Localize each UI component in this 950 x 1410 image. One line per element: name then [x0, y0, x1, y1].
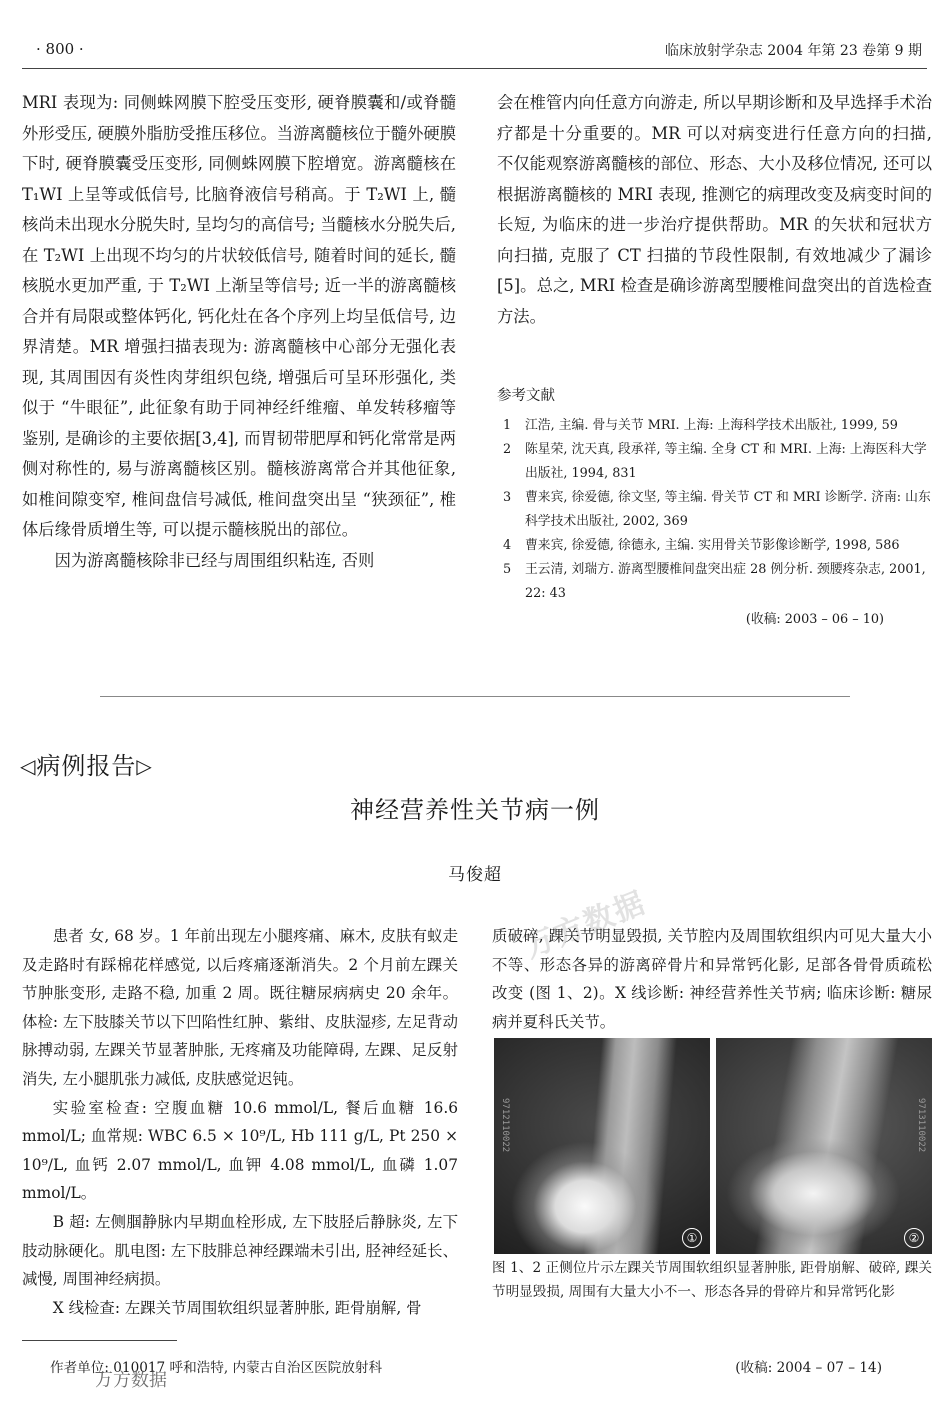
header-rule [22, 68, 927, 69]
figure-number-1: ① [682, 1228, 702, 1248]
xray-image-ap [494, 1038, 710, 1254]
reference-item [497, 558, 932, 606]
section-label [20, 746, 153, 781]
body-paragraph: 会在椎管内向任意方向游走, 所以早期诊断和及早选择手术治疗都是十分重要的。MR 可以对病变进行任意方向的扫描, 不仅能观察游离髓核的部位、形态、大小及移位情况, 还可以根据游离髓核的 MRI 表现, 推测它的病理改变及病变时间的长短, 为临床的进一步治疗提供帮助。MR 的矢状和冠状方向扫描, 克服了 CT 扫描的节段性限制, 有效地减少了漏诊[5]。总之, MRI 检查是确诊游离型腰椎间盘突出的首选检查方法。 [497, 93, 932, 326]
xray-figure [494, 1038, 932, 1254]
reference-text: 王云清, 刘瑞方. 游离型腰椎间盘突出症 28 例分析. 颈腰疼杂志, 2001, 22: 43 [525, 562, 926, 601]
reference-text: 曹来宾, 徐爱德, 徐文坚, 等主编. 骨关节 CT 和 MRI 诊断学. 济南: 山东科学技术出版社, 2002, 369 [525, 490, 931, 529]
article-title: 神经营养性关节病一例 [350, 796, 600, 824]
watermark-text: 万方数据 [519, 885, 652, 966]
reference-number: 4 [503, 538, 512, 553]
right-triangle-icon: ▷ [136, 754, 153, 778]
figure-number-2: ② [904, 1228, 924, 1248]
top-right-column [497, 88, 932, 332]
reference-text: 陈星荣, 沈天真, 段承祥, 等主编. 全身 CT 和 MRI. 上海: 上海医科大学出版社, 1994, 831 [525, 442, 927, 481]
case-paragraph: 患者 女, 68 岁。1 年前出现左小腿疼痛、麻木, 皮肤有蚁走及走路时有踩棉花样感觉, 以后疼痛逐渐消失。2 个月前左踝关节肿胀变形, 走路不稳, 加重 2 周。既往糖尿病病史 20 余年。体检: 左下肢膝关节以下凹陷性红肿、紫绀、皮肤湿疹, 左足背动脉搏动弱, 左踝关节显著肿胀, 无疼痛及功能障碍, 左踝、足反射消失, 左小腿肌张力减低, 皮肤感觉迟钝。 [22, 927, 458, 1088]
article-separator [100, 696, 850, 697]
received-date: (收稿: 2004 – 07 – 14) [735, 1360, 882, 1376]
references [497, 384, 932, 632]
case-paragraph: B 超: 左侧腘静脉内早期血栓形成, 左下肢胫后静脉炎, 左下肢动脉硬化。肌电图: 左下肢腓总神经踝端未引出, 胫神经延长、减慢, 周围神经病损。 [22, 1212, 458, 1289]
top-left-column [22, 88, 456, 576]
article-author: 马俊超 [448, 865, 502, 885]
received-date: (收稿: 2003 – 06 – 10) [745, 612, 884, 627]
reference-item [497, 534, 932, 558]
footnote-rule [22, 1340, 177, 1341]
case-paragraph: 实验室检查: 空腹血糖 10.6 mmol/L, 餐后血糖 16.6 mmol/L; 血常规: WBC 6.5 × 10⁹/L, Hb 111 g/L, Pt 250 × 10⁹/L, 血钙 2.07 mmol/L, 血钾 4.08 mmol/L, 血磷 1.07 mmol/L。 [22, 1098, 458, 1203]
body-paragraph: MRI 表现为: 同侧蛛网膜下腔受压变形, 硬脊膜囊和/或脊髓外形受压, 硬膜外脂肪受推压移位。当游离髓核位于髓外硬膜下时, 硬脊膜囊受压变形, 同侧蛛网膜下腔增宽。游离髓核在 T₁WI 上呈等或低信号, 比脑脊液信号稍高。于 T₂WI 上, 髓核尚未出现水分脱失时, 呈均匀的高信号; 当髓核水分脱失后, 在 T₂WI 上出现不均匀的片状较低信号, 随着时间的延长, 髓核脱水更加严重, 于 T₂WI 上渐呈等信号; 近一半的游离髓核合并有局限或整体钙化, 钙化灶在各个序列上均呈低信号, 边界清楚。MR 增强扫描表现为: 游离髓核中心部分无强化表现, 其周围因有炎性肉芽组织包绕, 增强后可呈环形强化, 类似于 “牛眼征”, 此征象有助于同神经纤维瘤、单发转移瘤等鉴别, 是确诊的主要依据[3,4], 而胃韧带肥厚和钙化常常是两侧对称性的, 易与游离髓核区别。髓核游离常合并其他征象, 如椎间隙变窄, 椎间盘信号减低, 椎间盘突出呈 “狭颈征”, 椎体后缘骨质增生等, 可以提示髓核脱出的部位。 [22, 93, 456, 539]
watermark-logo: 万方数据 [95, 1370, 167, 1391]
reference-number: 2 [503, 442, 512, 457]
reference-item [497, 438, 932, 486]
reference-item [497, 414, 932, 438]
xray-image-lateral [716, 1038, 932, 1254]
author-affiliation: 作者单位: 010017 呼和浩特, 内蒙古自治区医院放射科 [50, 1360, 383, 1376]
section-label-text: 病例报告 [36, 752, 137, 780]
page-number: · 800 · [36, 40, 84, 58]
reference-text: 曹来宾, 徐爱德, 徐德永, 主编. 实用骨关节影像诊断学, 1998, 586 [525, 538, 900, 553]
case-right-column [492, 922, 932, 1036]
case-left-column [22, 922, 458, 1322]
case-paragraph: 质破碎, 踝关节明显毁损, 关节腔内及周围软组织内可见大量大小不等、形态各异的游离碎骨片和异常钙化影, 足部各骨骨质疏松改变 (图 1、2)。X 线诊断: 神经营养性关节病; 临床诊断: 糖尿病并夏科氏关节。 [492, 927, 932, 1031]
reference-number: 3 [503, 490, 512, 505]
reference-text: 江浩, 主编. 骨与关节 MRI. 上海: 上海科学技术出版社, 1999, 59 [525, 418, 898, 433]
film-marker: 9712110022 [500, 1098, 510, 1153]
reference-number: 1 [503, 418, 512, 433]
left-triangle-icon: ◁ [20, 754, 37, 778]
reference-number: 5 [503, 562, 512, 577]
journal-header: 临床放射学杂志 2004 年第 23 卷第 9 期 [664, 43, 922, 59]
case-paragraph: X 线检查: 左踝关节周围软组织显著肿胀, 距骨崩解, 骨 [52, 1298, 422, 1317]
body-paragraph: 因为游离髓核除非已经与周围组织粘连, 否则 [54, 550, 375, 570]
reference-item [497, 486, 932, 534]
references-title: 参考文献 [497, 388, 555, 404]
figure-caption: 图 1、2 正侧位片示左踝关节周围软组织显著肿胀, 距骨崩解、破碎, 踝关节明显毁损, 周围有大量大小不一、形态各异的骨碎片和异常钙化影 [492, 1260, 932, 1300]
film-marker: 9713110022 [916, 1098, 926, 1153]
